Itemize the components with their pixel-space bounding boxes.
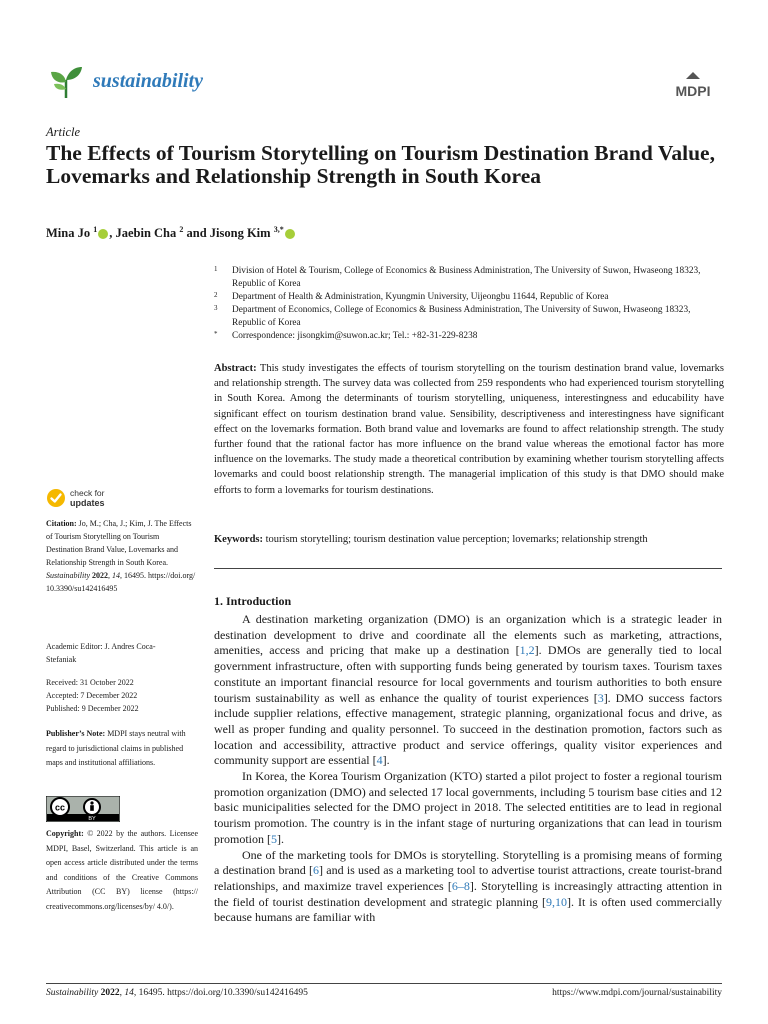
affiliation-number: 2 [214,291,218,299]
reference-link[interactable]: 5 [271,831,277,846]
footer-divider [46,983,722,984]
mdpi-logo-icon [664,70,722,102]
academic-editor: Academic Editor: J. Andres Coca-Stefaniak [46,642,156,664]
affiliation-number: 1 [214,265,218,273]
affiliation-number: * [214,330,218,338]
affiliation-text: Division of Hotel & Tourism, College of Economics & Business Administration, The University of Suwon, Hwaseong 18323, Republic of Korea [232,266,701,289]
footer-doi[interactable]: , 16495. https://doi.org/10.3390/su142416495 [133,988,308,998]
pubnote-label: Publisher’s Note: [46,729,106,738]
reference-link[interactable]: 6–8 [451,878,470,893]
author-affiliation-mark: 3,* [273,225,284,234]
check-updates-line2: updates [70,497,105,508]
affiliation-text: Correspondence: jisongkim@suwon.ac.kr; Tel.: +82-31-229-8238 [232,331,478,341]
reference-link[interactable]: 4 [376,753,383,768]
keywords-label: Keywords: [214,534,263,545]
body-paragraph: In Korea, the Korea Tourism Organization (KTO) started a pilot project to foster a regional tourism promotion organization (DMO) and selected 17 local governments, including 5 tourism base cities and 12 basic municipalities selected for the DMO project in 2018. The selected entitities are to lead in regional tourism promotion. The country is in the infant stage of nurturing organizations that can lead in tourism promotion [5]. [214,769,722,846]
check-updates-line1: check for [70,488,105,498]
footer-journal-url[interactable]: https://www.mdpi.com/journal/sustainability [552,988,722,998]
affiliation-text: Department of Health & Administration, Kyungmin University, Uijeongbu 11644, Republic of Korea [232,292,609,302]
affiliation-item [214,291,724,304]
introduction-body [214,612,722,926]
body-paragraph: One of the marketing tools for DMOs is storytelling. Storytelling is a promising means of forming a destination brand [6] and is used as a marketing tool to advertise tourist attractions, create tourist-brand relationships, and maximize travel experiences [6–8]. Storytelling is increasingly attracting attention in the field of tourist destination development and strategic planning [9,10]. It is often used commercially because humans are familiar with [214,847,722,925]
citation-label: Citation: [46,519,77,528]
reference-link[interactable]: 6 [313,863,320,878]
journal-leaf-logo-icon [46,62,86,102]
affiliation-item [214,265,724,291]
publisher-label: MDPI [675,83,711,99]
citation-doi-link[interactable]: https://doi.org/10.3390/su142416495 [46,571,196,593]
article-type: Article [46,125,81,139]
orcid-icon[interactable] [98,229,108,239]
publication-dates [46,676,198,715]
svg-text:cc: cc [54,802,66,813]
copyright-block [46,827,198,914]
keywords-text: tourism storytelling; tourism destination value perception; lovemarks; relationship strength [265,534,648,545]
check-for-updates-badge[interactable] [46,488,166,514]
footer-volume: 14 [124,988,134,998]
affiliation-list [214,265,724,343]
affiliation-number: 3 [214,304,218,312]
affiliation-item [214,330,724,343]
cc-by-license-icon[interactable] [46,796,120,822]
footer-year: 2022 [100,988,120,998]
cc-by-label: BY [88,816,96,822]
affiliation-item [214,304,724,330]
section-divider [214,568,722,569]
pubnote-text: MDPI stays neutral with regard to jurisdictional claims in published maps and institutional affiliations. [46,729,186,767]
accepted-date: Accepted: 7 December 2022 [46,691,138,700]
citation-volume: 14 [112,571,120,580]
reference-link[interactable]: 1,2 [519,643,535,658]
abstract-label: Abstract: [214,363,257,374]
affiliation-text: Department of Economics, College of Economics & Business Administration, The University of Suwon, Hwaseong 18323, Republic of Korea [232,305,691,328]
body-paragraph: A destination marketing organization (DMO) is an organization which is a strategic leader in destination development to drive and coordinate all the elements such as marketing, attractions, amenities, access and pricing that make up a destination [1,2]. DMOs are generally tied to local government infrastructure, often with supporting funds being generated by tourism taxes. Tourism taxes constitute an important financial resource for local governments and tourism authorities to both ensure tourism sustainability as well as enhance the quality of tourist experiences [3]. DMO success factors include supplier relations, effective management, strategic planning, organizational focus and drive, as well as proper funding and quality personnel. To succeed in the destination promotion, factors such as location and accessibility, attractive product and service offerings, quality visitor experiences and community support are essential [4]. [214,612,723,768]
abstract [214,361,724,498]
abstract-text: This study investigates the effects of tourism storytelling on the tourism destination brand value, lovemarks and relationship strength. The survey data was collected from 259 respondents who had experienced tourism storytelling in South Korea. Among the determinants of tourism storytelling, uniqueness, interestingness and educability have significant effect on tourism destination brand value. Sensibility, descriptiveness and interestingness have significant effect on the lovemarks formation. Both brand value and lovemarks are found to affect relationship strength. The study further found that the rational factor has more influence on the brand value whereas the emotional factor has more influence on the lovemarks. The study made a theoretical contribution by examining whether tourism storytelling affects lovemarks and could boost relationship strength. The managerial implication of this study is that DMO should make efforts to form a lovemarks for tourism destinations. [214,363,725,496]
section-heading: 1. Introduction [214,594,292,608]
reference-link[interactable]: 9,10 [546,894,567,909]
check-updates-icon [46,488,66,508]
orcid-icon[interactable] [285,229,295,239]
citation-text: Jo, M.; Cha, J.; Kim, J. The Effects of Tourism Storytelling on Tourism Destination Brand Value, Lovemarks and Relationship Strength in South Korea. [46,519,192,567]
citation-journal: Sustainability [46,571,90,580]
author-affiliation-mark: 2 [179,225,184,234]
citation-year: 2022 [92,571,108,580]
publishers-note [46,727,198,771]
journal-name: sustainability [93,70,204,92]
citation-block: Citation: Jo, M.; Cha, J.; Kim, J. The Effects of Tourism Storytelling on Tourism Destination Brand Value, Lovemarks and Relationship Strength in South Korea. Sustainability 2022, 14, 16495. https://doi.org/10.3390/su142416495 [46,519,196,593]
reference-link[interactable]: 3 [597,690,604,705]
author-name: Mina Jo [46,226,91,241]
author-list: Mina Jo $^1$ , Jaebin Cha $^2$ and Jisong Kim $^{3,*}$ [46,225,296,241]
published-date: Published: 9 December 2022 [46,704,139,713]
received-date: Received: 31 October 2022 [46,678,134,687]
copyright-text: © 2022 by the authors. Licensee MDPI, Basel, Switzerland. This article is an open access article distributed under the terms and conditions of the Creative Commons Attribution (CC BY) license (https:// creativecommons.org/licenses/by/ 4.0/). [46,829,199,911]
author-name: Jisong Kim [209,226,271,241]
keywords [214,534,734,545]
article-title: The Effects of Tourism Storytelling on Tourism Destination Brand Value, Lovemarks and Relationship Strength in South Korea [46,141,715,188]
author-name: Jaebin Cha [115,226,177,241]
footer-journal: Sustainability [46,988,99,998]
copyright-label: Copyright: [46,829,84,838]
footer-citation: Sustainability 2022, 14, 16495. https://doi.org/10.3390/su142416495 [46,988,308,998]
author-affiliation-mark: 1 [93,225,98,234]
citation-pages: , 16495. [120,571,146,580]
